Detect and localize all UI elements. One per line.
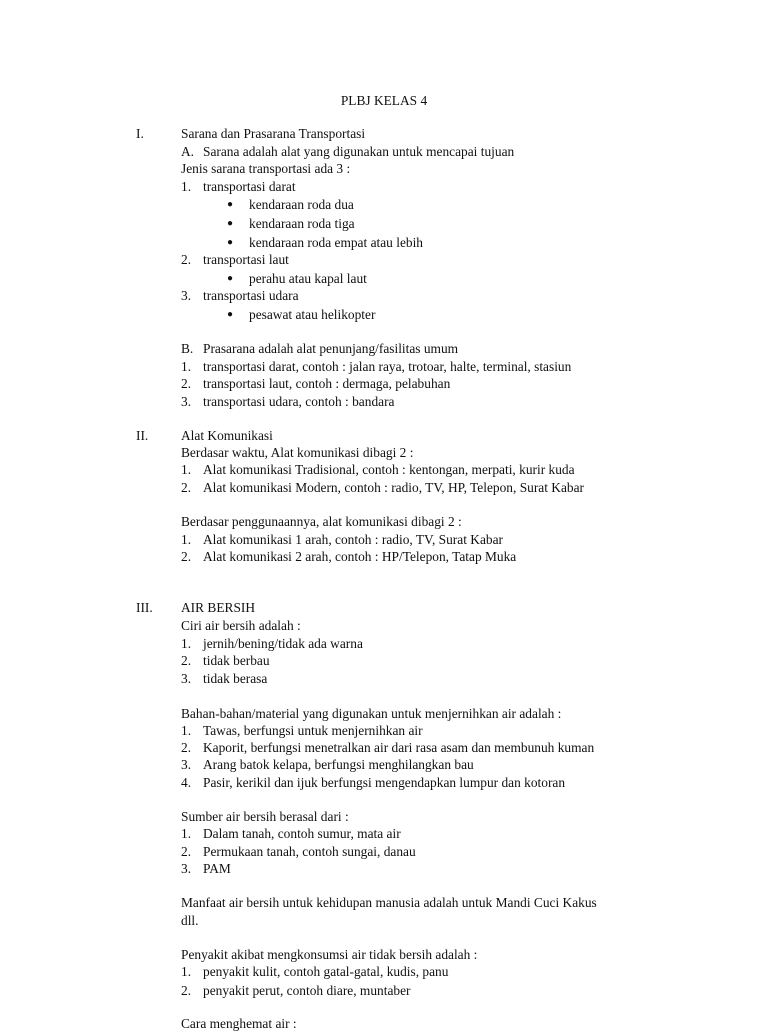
subsection-text: Sarana adalah alat yang digunakan untuk mencapai tujuan xyxy=(203,144,515,159)
bullet-item: kendaraan roda empat atau lebih xyxy=(249,235,423,250)
subsection-label: B. xyxy=(181,341,194,356)
bullet-item: perahu atau kapal laut xyxy=(249,271,367,286)
list-item: transportasi laut xyxy=(203,252,289,267)
list-item: Tawas, berfungsi untuk menjernihkan air xyxy=(203,723,423,738)
list-number: 2. xyxy=(181,983,192,998)
bullet-icon: ● xyxy=(227,273,234,284)
list-item: Permukaan tanah, contoh sungai, danau xyxy=(203,844,416,859)
list-number: 1. xyxy=(181,532,192,547)
list-number: 1. xyxy=(181,359,192,374)
section-heading: Alat Komunikasi xyxy=(181,428,273,443)
list-number: 3. xyxy=(181,861,192,876)
paragraph: Ciri air bersih adalah : xyxy=(181,618,301,633)
list-item: Arang batok kelapa, berfungsi menghilangkan bau xyxy=(203,757,474,772)
bullet-icon: ● xyxy=(227,199,234,210)
list-item: transportasi darat, contoh : jalan raya, trotoar, halte, terminal, stasiun xyxy=(203,359,572,374)
section-heading: Sarana dan Prasarana Transportasi xyxy=(181,126,366,141)
section-numeral: III. xyxy=(136,600,153,615)
list-number: 1. xyxy=(181,723,192,738)
list-item: tidak berasa xyxy=(203,671,268,686)
bullet-item: kendaraan roda tiga xyxy=(249,216,355,231)
list-number: 1. xyxy=(181,964,192,979)
list-number: 3. xyxy=(181,671,192,686)
list-number: 2. xyxy=(181,549,192,564)
list-number: 3. xyxy=(181,757,192,772)
list-number: 1. xyxy=(181,826,192,841)
paragraph: Manfaat air bersih untuk kehidupan manusia adalah untuk Mandi Cuci Kakus xyxy=(181,895,597,910)
subsection-text: Prasarana adalah alat penunjang/fasilitas umum xyxy=(203,341,459,356)
paragraph: Berdasar penggunaannya, alat komunikasi dibagi 2 : xyxy=(181,514,462,529)
paragraph: Berdasar waktu, Alat komunikasi dibagi 2 : xyxy=(181,445,414,460)
bullet-icon: ● xyxy=(227,309,234,320)
bullet-icon: ● xyxy=(227,218,234,229)
paragraph: Bahan-bahan/material yang digunakan untuk menjernihkan air adalah : xyxy=(181,706,562,721)
bullet-item: pesawat atau helikopter xyxy=(249,307,376,322)
list-number: 2. xyxy=(181,653,192,668)
list-item: transportasi udara, contoh : bandara xyxy=(203,394,395,409)
paragraph: Sumber air bersih berasal dari : xyxy=(181,809,349,824)
list-item: Alat komunikasi Modern, contoh : radio, TV, HP, Telepon, Surat Kabar xyxy=(203,480,585,495)
list-number: 1. xyxy=(181,179,192,194)
list-number: 3. xyxy=(181,288,192,303)
list-item: Alat komunikasi 2 arah, contoh : HP/Telepon, Tatap Muka xyxy=(203,549,517,564)
bullet-icon: ● xyxy=(227,237,234,248)
list-number: 2. xyxy=(181,740,192,755)
list-number: 1. xyxy=(181,636,192,651)
section-numeral: II. xyxy=(136,428,149,443)
list-number: 4. xyxy=(181,775,192,790)
list-number: 1. xyxy=(181,462,192,477)
list-item: Pasir, kerikil dan ijuk berfungsi mengendapkan lumpur dan kotoran xyxy=(203,775,566,790)
section-numeral: I. xyxy=(136,126,144,141)
list-item: PAM xyxy=(203,861,231,876)
list-item: Alat komunikasi 1 arah, contoh : radio, TV, Surat Kabar xyxy=(203,532,503,547)
paragraph: Jenis sarana transportasi ada 3 : xyxy=(181,161,351,176)
subsection-label: A. xyxy=(181,144,195,159)
bullet-item: kendaraan roda dua xyxy=(249,197,354,212)
list-item: transportasi udara xyxy=(203,288,299,303)
section-heading: AIR BERSIH xyxy=(181,600,256,615)
document-title: PLBJ KELAS 4 xyxy=(340,93,428,108)
paragraph: dll. xyxy=(181,913,199,928)
list-item: transportasi darat xyxy=(203,179,296,194)
list-number: 2. xyxy=(181,844,192,859)
list-item: penyakit kulit, contoh gatal-gatal, kudis, panu xyxy=(203,964,449,979)
list-number: 2. xyxy=(181,252,192,267)
list-item: tidak berbau xyxy=(203,653,270,668)
list-number: 2. xyxy=(181,480,192,495)
list-item: Alat komunikasi Tradisional, contoh : kentongan, merpati, kurir kuda xyxy=(203,462,575,477)
list-item: Dalam tanah, contoh sumur, mata air xyxy=(203,826,401,841)
list-item: transportasi laut, contoh : dermaga, pelabuhan xyxy=(203,376,451,391)
paragraph: Cara menghemat air : xyxy=(181,1016,297,1031)
list-number: 2. xyxy=(181,376,192,391)
list-item: Kaporit, berfungsi menetralkan air dari rasa asam dan membunuh kuman xyxy=(203,740,595,755)
paragraph: Penyakit akibat mengkonsumsi air tidak bersih adalah : xyxy=(181,947,478,962)
list-number: 3. xyxy=(181,394,192,409)
list-item: penyakit perut, contoh diare, muntaber xyxy=(203,983,411,998)
list-item: jernih/bening/tidak ada warna xyxy=(203,636,363,651)
